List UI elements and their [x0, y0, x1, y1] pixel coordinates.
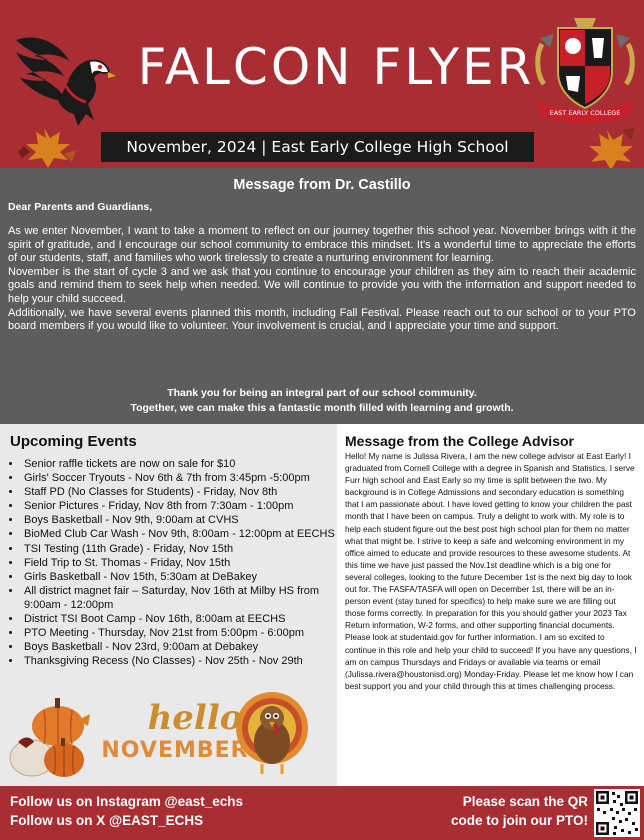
event-item: • BioMed Club Car Wash - Nov 9th, 8:00am - 12:00pm at EECHS	[22, 527, 337, 541]
november-lettering: NOVEMBER	[101, 738, 249, 763]
event-item: • Thanksgiving Recess (No Classes) - Nov 25th - Nov 29th	[22, 654, 337, 668]
x-link[interactable]: Follow us on X @EAST_ECHS	[10, 813, 204, 828]
event-item: • Senior Pictures - Friday, Nov 8th from 7:30am - 1:00pm	[22, 499, 337, 513]
event-item: • PTO Meeting - Thursday, Nov 21st from 5:00pm - 6:00pm	[22, 626, 337, 640]
event-item: • TSI Testing (11th Grade) - Friday, Nov 15th	[22, 542, 337, 556]
principal-paragraph: As we enter November, I want to take a moment to reflect on our journey together this school year. November brings with it the spirit of gratitude, and I encourage our school community to embrace this mindset. It's a wonderful time to appreciate the efforts of our students, staff, and families who work tirelessly to create a nurturing environment for learning.	[8, 225, 636, 265]
events-list	[22, 457, 337, 668]
principal-message-section	[0, 168, 644, 424]
instagram-link[interactable]: Follow us on Instagram @east_echs	[10, 794, 243, 809]
event-item: • Girls' Soccer Tryouts - Nov 6th & 7th from 3:45pm -5:00pm	[22, 471, 337, 485]
crest-motto: EAST EARLY COLLEGE	[549, 109, 621, 117]
event-item: • Field Trip to St. Thomas - Friday, Nov 15th	[22, 556, 337, 570]
autumn-leaves-right-icon	[585, 124, 641, 172]
college-advisor-section	[337, 424, 644, 786]
qr-callout-line-1: Please scan the QR	[462, 794, 588, 809]
qr-callout-line-2: code to join our PTO!	[451, 813, 588, 828]
event-item: • Staff PD (No Classes for Students) - Friday, Nov 8th	[22, 485, 337, 499]
hello-lettering: hello	[147, 698, 243, 738]
footer	[0, 786, 644, 840]
event-item: • Senior raffle tickets are now on sale for $10	[22, 457, 337, 471]
event-item: • All district magnet fair – Saturday, Nov 16th at Milby HS from 9:00am - 12:00pm	[22, 584, 337, 612]
masthead	[0, 0, 644, 168]
event-item: • Boys Basketball - Nov 9th, 9:00am at CVHS	[22, 513, 337, 527]
principal-closing-line-1: Thank you for being an integral part of our school community.	[167, 387, 477, 399]
pto-qr-callout	[408, 792, 588, 830]
college-advisor-message: Hello! My name is Julissa Rivera, I am the new college advisor at East Early! I graduated from Cornell College with a degree in Spanish and Statistics. I serve Furr high school and East Early so my time is split between the two. My background is in College Admissions and secondary education is something that I am passionate about. I have loved getting to know your children the past month that I have been on campus. Truly a delight to work with. My role is to help each student figure out the best post high school plan for them no matter what that might be. I strive to keep a safe and welcoming environment in my office aimed to educate and provide resources to these awesome students. At this time we have just passed the Nov.1st deadline which is a big one for several colleges, looking to the future December 1st is the next big day to look out for. The FASFA/TASFA will open on December 1st, there will be an in-person event (stay tuned for specifics) to help make sure we are filling out those forms correctly. In preparation for this you should gather your 2023 Tax Return information, W-2 forms, and other supporting financial documents. Please look at studentaid.gov for further information. I am so excited to continue in this role and help your child to succeed! If you have any questions, I am on campus Thursdays and Fridays or available via teams or email (Julissa.rivera@houstonisd.org) Monday-Friday. Please let me know how I can best support you and your child through this at times challenging process.	[345, 451, 637, 691]
principal-message-body	[8, 225, 636, 334]
falcon-mascot-icon	[8, 22, 126, 132]
qr-code-icon[interactable]	[594, 789, 640, 837]
event-item: • Boys Basketball - Nov 23rd, 9:00am at Debakey	[22, 640, 337, 654]
event-item: • District TSI Boot Camp - Nov 16th, 8:00am at EECHS	[22, 612, 337, 626]
newsletter-title: FALCON FLYER	[137, 38, 535, 96]
social-links	[10, 792, 243, 830]
principal-closing	[0, 386, 644, 415]
issue-date-banner: November, 2024 | East Early College High School	[101, 132, 534, 162]
event-item: • Girls Basketball - Nov 15th, 5:30am at DeBakey	[22, 570, 337, 584]
pumpkins-icon	[10, 698, 90, 777]
principal-paragraph: Additionally, we have several events planned this month, including Fall Festival. Please reach out to our school or to your PTO board members if you would like to volunteer. Your involvement is crucial, and I appreciate your time and support.	[8, 306, 636, 333]
upcoming-events-heading: Upcoming Events	[10, 433, 137, 450]
principal-message-heading: Message from Dr. Castillo	[233, 177, 411, 193]
principal-paragraph: November is the start of cycle 3 and we ask that you continue to encourage your children as they aim to reach their academic goals and remind them to seek help when needed. We will continue to provide you with the information and support needed to help your child succeed.	[8, 265, 636, 305]
principal-greeting: Dear Parents and Guardians,	[8, 201, 153, 213]
autumn-leaves-left-icon	[14, 124, 80, 170]
school-crest-icon	[532, 14, 638, 132]
college-advisor-heading: Message from the College Advisor	[345, 433, 574, 449]
principal-closing-line-2: Together, we can make this a fantastic month filled with learning and growth.	[130, 401, 514, 414]
